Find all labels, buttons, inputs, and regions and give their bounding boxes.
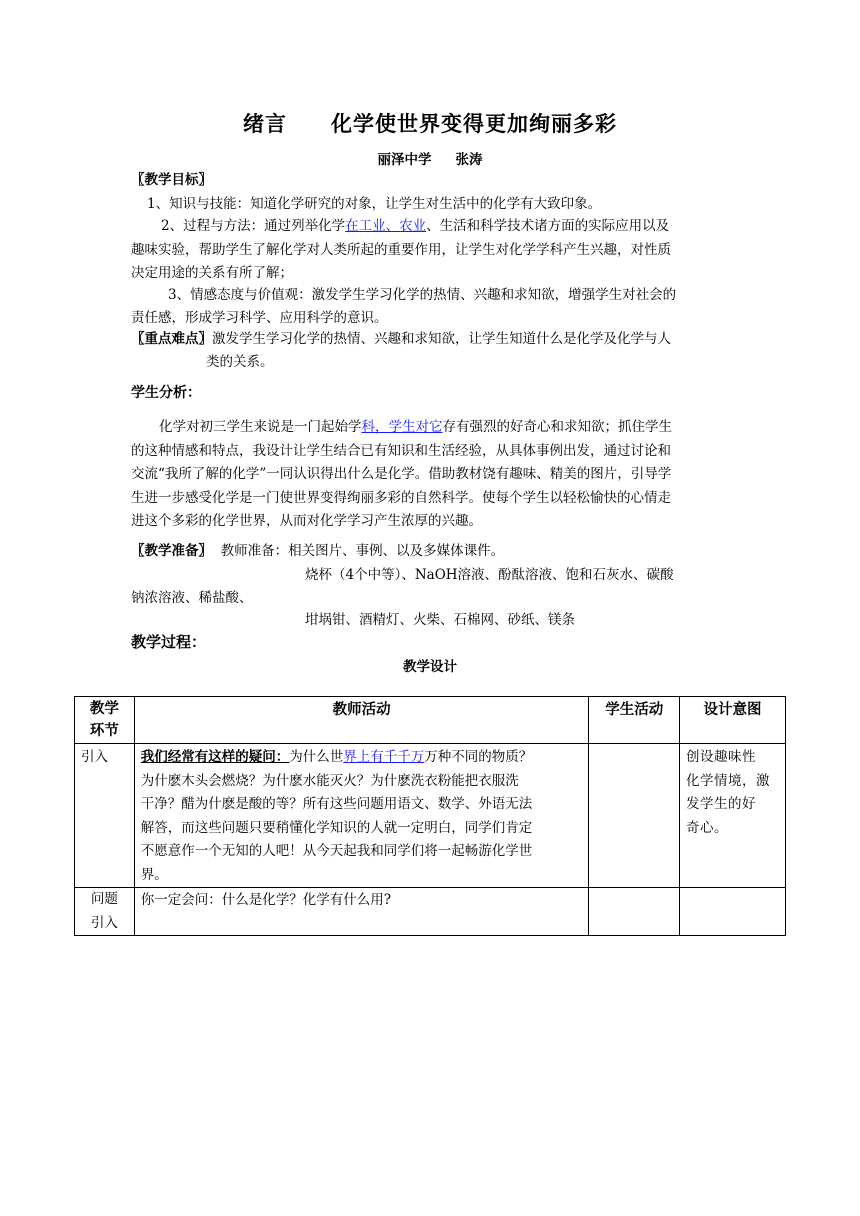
key-points-heading: 〖重点难点〗 — [131, 331, 212, 347]
analysis-text: 化学对初三学生来说是一门起始学 — [159, 419, 362, 435]
header-intent: 设计意图 — [680, 697, 786, 744]
row1-teacher-pre: 为什么世 — [289, 749, 344, 765]
analysis-line3: 交流“我所了解的化学”一同认识得出什么是化学。借助教材饶有趣味、精美的图片，引导学 — [131, 466, 672, 482]
header-stage — [75, 697, 135, 744]
title-part2: 化学使世界变得更加绚丽多彩 — [331, 112, 617, 136]
title-part1: 绪言 — [243, 112, 287, 136]
row1-teacher-link[interactable]: 界上有千千万 — [343, 749, 425, 765]
row2-stage — [75, 888, 135, 936]
row1-teacher — [134, 744, 589, 888]
goal-item-2-text-end: 、生活和科学技术诸方面的实际应用以及 — [426, 218, 670, 234]
preparation-line2: 烧杯（4个中等）、NaOH溶液、酚酞溶液、饱和石灰水、碳酸 — [305, 567, 674, 583]
goal-item-2-line3: 决定用途的关系有所了解； — [131, 265, 293, 281]
preparation-heading: 〖教学准备〗 — [131, 543, 212, 559]
table-header-row — [75, 697, 786, 744]
header-stage-l2: 环节 — [89, 723, 119, 739]
analysis-line4: 生进一步感受化学是一门使世界变得绚丽多彩的自然科学。使每个学生以轻松愉快的心情走 — [131, 490, 671, 506]
author-name: 张涛 — [455, 152, 483, 168]
header-teacher: 教师活动 — [134, 697, 589, 744]
row1-teacher-post: 万种不同的物质？ — [424, 749, 533, 765]
preparation-line3: 钠浓溶液、稀盐酸、 — [131, 590, 253, 606]
analysis-text-end: 存有强烈的好奇心和求知欲；抓住学生 — [442, 419, 672, 435]
row1-intent-l3: 发学生的好 — [686, 796, 757, 812]
header-student: 学生活动 — [589, 697, 680, 744]
goal-item-2-line2: 趣味实验，帮助学生了解化学对人类所起的重要作用，让学生对化学学科产生兴趣，对性质 — [131, 242, 671, 258]
analysis-heading: 学生分析： — [131, 385, 201, 401]
analysis-line5: 进这个多彩的化学世界，从而对化学学习产生浓厚的兴趣。 — [131, 513, 482, 529]
table-row — [75, 744, 786, 888]
row1-teacher-bold: 我们经常有这样的疑问： — [140, 749, 290, 765]
process-heading: 教学过程： — [131, 633, 207, 651]
key-points — [131, 327, 671, 351]
row2-teacher: 你一定会问：什么是化学？化学有什么用? — [134, 888, 589, 936]
row1-intent — [680, 744, 786, 888]
goals-heading: 〖教学目标〗 — [131, 172, 212, 188]
row1-student — [589, 744, 680, 888]
preparation-teacher: 教师准备：相关图片、事例、以及多媒体课件。 — [220, 543, 505, 559]
goal-item-2-line1 — [161, 214, 669, 238]
analysis-line1 — [159, 415, 672, 439]
design-table — [74, 696, 786, 936]
row2-stage-l2: 引入 — [90, 914, 118, 931]
header-stage-l1: 教学 — [89, 701, 119, 717]
goal-item-3-line1: 3、情感态度与价值观：激发学生学习化学的热情、兴趣和求知欲，增强学生对社会的 — [168, 287, 677, 303]
row1-teacher-l4: 解答，而这些问题只要稍懂化学知识的人就一定明白，同学们肯定 — [140, 819, 533, 836]
goal-item-2-text: 2、过程与方法：通过列举化学 — [161, 218, 346, 234]
goal-item-2-link[interactable]: 在工业、农业 — [345, 218, 427, 234]
goal-item-1: 1、知识与技能：知道化学研究的对象，让学生对生活中的化学有大致印象。 — [147, 196, 602, 212]
row2-student — [589, 888, 680, 936]
author-line — [0, 148, 860, 168]
row1-intent-l1: 创设趣味性 — [686, 749, 757, 765]
row1-teacher-l6: 界。 — [140, 866, 168, 883]
key-points-line2: 类的关系。 — [206, 354, 274, 370]
analysis-line2: 的这种情感和特点，我设计让学生结合已有知识和生活经验，从具体事例出发，通过讨论和 — [131, 443, 671, 459]
row1-stage: 引入 — [75, 744, 135, 888]
row1-intent-l4: 奇心。 — [686, 819, 729, 836]
row1-teacher-l2: 为什麽木头会燃烧？为什麽水能灭火？为什麽洗衣粉能把衣服洗 — [140, 772, 519, 789]
row2-stage-l1: 问题 — [90, 891, 118, 907]
process-subheading: 教学设计 — [403, 659, 457, 675]
analysis-link[interactable]: 科，学生对它 — [361, 419, 443, 435]
table-row — [75, 888, 786, 936]
preparation-line1 — [131, 539, 504, 563]
row2-intent — [680, 888, 786, 936]
school-name: 丽泽中学 — [377, 152, 432, 168]
row1-teacher-l5: 不愿意作一个无知的人吧！从今天起我和同学们将一起畅游化学世 — [140, 843, 533, 859]
document-title — [0, 108, 860, 138]
preparation-line4: 坩埚钳、酒精灯、火柴、石棉网、砂纸、镁条 — [305, 612, 575, 628]
goal-item-3-line2: 责任感，形成学习科学、应用科学的意识。 — [131, 310, 388, 326]
key-points-line1: 激发学生学习化学的热情、兴趣和求知欲，让学生知道什么是化学及化学与人 — [212, 331, 671, 347]
row1-teacher-l3: 干净？醋为什麽是酸的等？所有这些问题用语文、数学、外语无法 — [140, 796, 533, 812]
row1-intent-l2: 化学情境，激 — [686, 772, 771, 789]
